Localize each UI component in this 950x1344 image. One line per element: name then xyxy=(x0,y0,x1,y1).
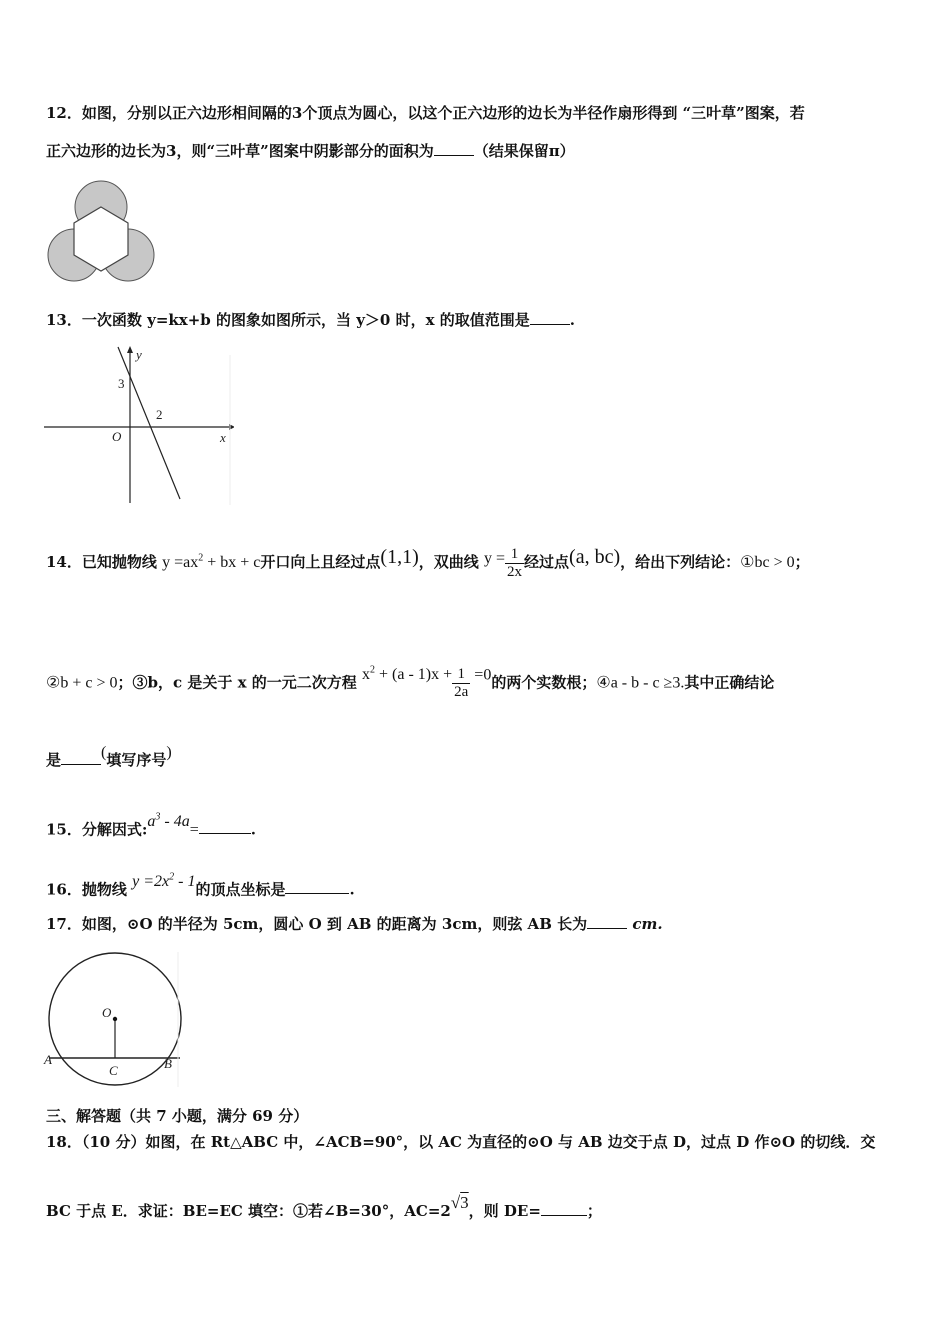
function-line xyxy=(118,347,180,499)
three-leaf-clover-figure xyxy=(44,180,159,286)
q14-sep1: ； xyxy=(794,553,810,571)
q18-sqrt-value: 3 xyxy=(460,1193,469,1212)
label-b: B xyxy=(164,1056,172,1071)
y-axis-label: y xyxy=(136,347,142,362)
q13-answer-blank xyxy=(530,310,570,325)
q12-line1: 12．如图，分别以正六边形相间隔的3个顶点为圆心，以这个正六边形的边长为半径作扇形得到 “三叶草”图案，若 xyxy=(46,104,805,122)
q14-p3: ，双曲线 xyxy=(418,553,479,571)
q14-line1 xyxy=(46,542,810,580)
q14-conclusion1: ①bc > 0 xyxy=(740,554,795,571)
q14-hyper-num: 1 xyxy=(505,546,524,564)
q13-line xyxy=(46,310,575,330)
x-axis-label: x xyxy=(220,430,226,445)
q12-tail: （结果保留π） xyxy=(473,142,575,160)
q14-line2 xyxy=(46,654,775,700)
q14-hyper-den: 2x xyxy=(507,563,523,580)
q12-answer-blank xyxy=(434,141,474,156)
q14-eq-den: 2a xyxy=(454,683,469,700)
q14-c3c: 的两个实数根； xyxy=(491,673,597,692)
q17-line xyxy=(46,914,663,934)
q16-line xyxy=(46,866,355,899)
q18-sqrt: √3 xyxy=(450,1193,469,1212)
q14-c3a: ；③b， xyxy=(117,673,173,692)
q14-p2: 开口向上且经过点 xyxy=(260,553,381,571)
label-a: A xyxy=(44,1052,52,1067)
q13-text: 13．一次函数 y=kx+b 的图象如图所示，当 y＞0 时，x 的取值范围是 xyxy=(46,311,530,329)
q15-answer-blank xyxy=(199,819,251,834)
y-axis-arrow xyxy=(127,346,133,353)
q17-text: 17．如图，⊙O 的半径为 5cm，圆心 O 到 AB 的距离为 3cm，则弦 AB 长为 xyxy=(46,915,588,933)
q12-line2-text: 正六边形的边长为3，则“三叶草”图案中阴影部分的面积为 xyxy=(46,142,434,160)
q16-expr-sup: 2 xyxy=(169,872,175,883)
q18-line2b: ，则 DE= xyxy=(468,1202,541,1220)
q14-conclusion2: ②b + c > 0 xyxy=(46,674,118,692)
q14-hyper-lhs: y = xyxy=(483,550,506,567)
q14-point2: (a, bc) xyxy=(569,546,621,568)
q14-equation xyxy=(362,666,452,683)
label-c: C xyxy=(109,1063,118,1078)
q14-c3b: c 是关于 x 的一元二次方程 xyxy=(173,673,357,692)
q12-line2 xyxy=(46,141,575,161)
q14-parabola-b: + bx + c xyxy=(203,554,261,571)
q15-label: 15．分解因式: xyxy=(46,820,148,839)
q15-expr-b: - 4a xyxy=(160,813,190,831)
q14-eq-x: x xyxy=(361,666,370,684)
q18-tail: ； xyxy=(586,1202,602,1220)
circle-chord-svg xyxy=(42,952,182,1087)
q18-answer-blank xyxy=(541,1201,587,1216)
q18-line1: 18．（10 分）如图，在 Rt△ABC 中，∠ACB=90°，以 AC 为直径的⊙O 与 AB 边交于点 D，过点 D 作⊙O 的切线．交 xyxy=(46,1133,876,1151)
q14-eq-b: + (a - 1)x + xyxy=(374,666,453,684)
q14-p7: 是 xyxy=(46,751,62,769)
q14-parabola-sup: 2 xyxy=(198,552,204,564)
q15-eq: = xyxy=(189,821,199,839)
q16-label: 16．抛物线 xyxy=(46,880,127,899)
q15-expr-a: a xyxy=(147,813,156,831)
q14-eq-c: =0 xyxy=(470,666,492,684)
q14-p4: 经过点 xyxy=(524,553,570,571)
q15-expr xyxy=(147,813,189,830)
q14-eq-sup: 2 xyxy=(369,665,375,676)
center-point xyxy=(113,1017,117,1021)
q14-conclusion4: ④a - b - c ≥3. xyxy=(596,674,685,692)
q14-lparen: ( xyxy=(101,744,107,761)
q14-hyper-frac xyxy=(505,546,524,581)
q14-p6: 其中正确结论 xyxy=(684,673,775,692)
y-intercept-label: 3 xyxy=(118,376,125,391)
q14-parabola xyxy=(162,554,260,571)
q18-line2a: BC 于点 E．求证：BE=EC 填空：①若∠B=30°，AC=2 xyxy=(46,1202,451,1220)
q16-answer-blank xyxy=(285,879,349,894)
x-intercept-label: 2 xyxy=(156,407,163,422)
q14-rparen: ) xyxy=(166,744,172,761)
q18-line2 xyxy=(46,1190,602,1220)
q14-p5: ，给出下列结论： xyxy=(620,553,741,571)
q17-tail: cm. xyxy=(632,915,663,933)
q14-eq-frac xyxy=(452,666,470,701)
q15-expr-sup: 3 xyxy=(155,812,161,823)
linear-function-graph xyxy=(44,345,234,505)
q15-line xyxy=(46,806,257,839)
origin-label: O xyxy=(112,429,122,444)
q16-text: 的顶点坐标是 xyxy=(195,880,286,899)
q14-eq-num: 1 xyxy=(452,666,470,684)
clover-svg xyxy=(44,180,159,286)
q14-p1: 14．已知抛物线 xyxy=(46,553,157,571)
q13-tail: . xyxy=(569,311,575,329)
q15-tail: . xyxy=(250,820,257,839)
q14-line3 xyxy=(46,740,172,769)
q16-expr-a: y =2x xyxy=(132,873,170,891)
linear-graph-svg xyxy=(44,345,234,505)
circle-chord-figure xyxy=(42,952,182,1087)
q16-expr-b: - 1 xyxy=(174,873,196,891)
q16-tail: . xyxy=(349,880,355,899)
q14-point1: (1,1) xyxy=(380,546,419,568)
q14-p8: 填写序号 xyxy=(106,751,167,769)
label-o: O xyxy=(102,1005,112,1020)
section3-title: 三、解答题（共 7 小题，满分 69 分） xyxy=(46,1107,309,1125)
q14-parabola-a: y =ax xyxy=(162,554,199,571)
q14-answer-blank xyxy=(61,750,101,765)
q16-expr xyxy=(132,873,195,890)
q17-answer-blank xyxy=(587,914,627,929)
